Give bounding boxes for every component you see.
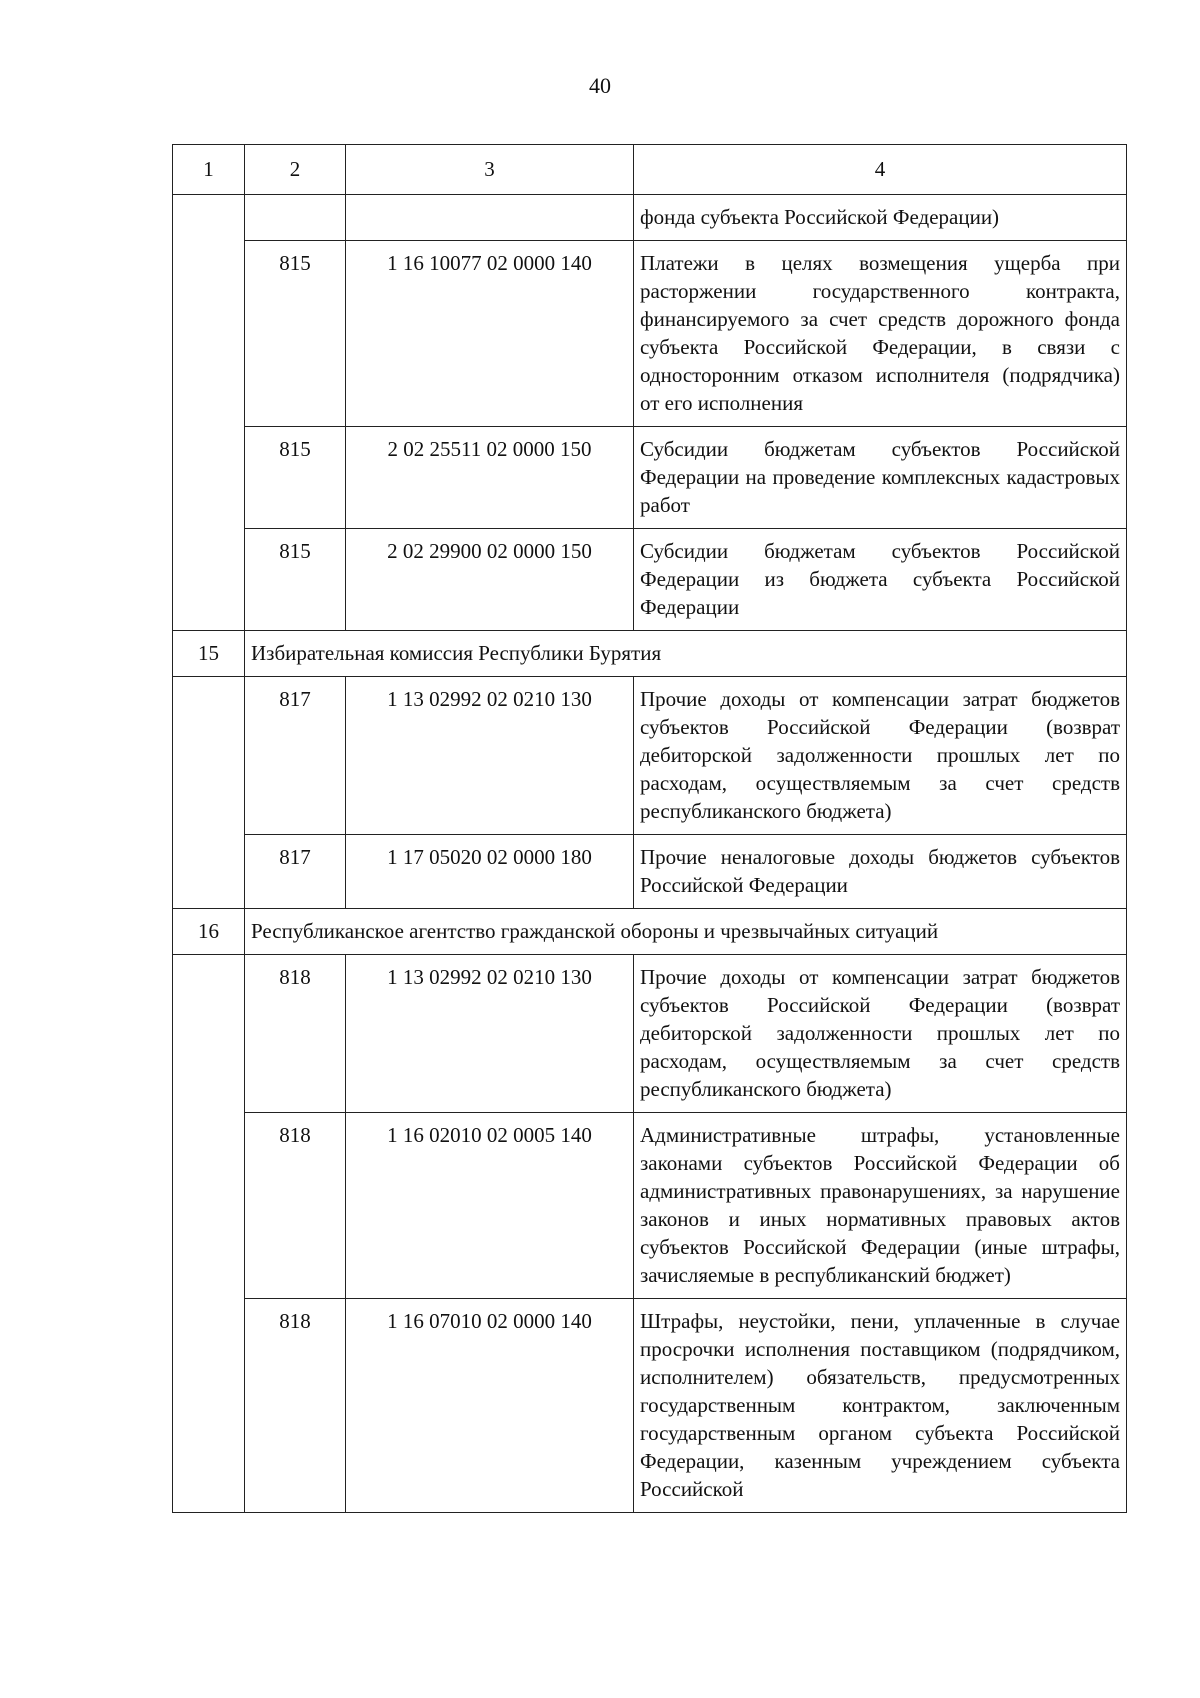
revenue-name-cell: Административные штрафы, установленные законами субъектов Российской Федерации об административных правонарушениях, за нарушение законов и иных нормативных правовых актов субъектов Российской Федерации (иные штрафы, зачисляемые в республиканский бюджет) (634, 1113, 1127, 1299)
header-cell-3: 3 (346, 145, 634, 195)
kbk-code-cell: 1 13 02992 02 0210 130 (346, 677, 634, 835)
kbk-code-cell: 2 02 29900 02 0000 150 (346, 529, 634, 631)
admin-code-cell: 818 (245, 1113, 346, 1299)
section-number-cell (173, 195, 245, 631)
revenue-name-cell: фонда субъекта Российской Федерации) (634, 195, 1127, 241)
kbk-code-cell: 1 16 10077 02 0000 140 (346, 241, 634, 427)
kbk-code-cell: 1 16 07010 02 0000 140 (346, 1299, 634, 1513)
table-row (173, 529, 1127, 631)
admin-code-cell: 815 (245, 427, 346, 529)
section-number: 15 (173, 631, 245, 677)
revenue-name-cell: Платежи в целях возмещения ущерба при расторжении государственного контракта, финансируемого за счет средств дорожного фонда субъекта Российской Федерации, в связи с односторонним отказом исполнителя (подрядчика) от его исполнения (634, 241, 1127, 427)
revenue-name-cell: Штрафы, неустойки, пени, уплаченные в случае просрочки исполнения поставщиком (подрядчиком, исполнителем) обязательств, предусмотренных государственным контрактом, заключенным государственным органом субъекта Российской Федерации, казенным учреждением субъекта Российской (634, 1299, 1127, 1513)
admin-code-cell: 815 (245, 241, 346, 427)
header-cell-1: 1 (173, 145, 245, 195)
kbk-code-cell: 1 16 02010 02 0005 140 (346, 1113, 634, 1299)
revenue-codes-table (172, 144, 1127, 1513)
revenue-name-cell: Субсидии бюджетам субъектов Российской Федерации на проведение комплексных кадастровых работ (634, 427, 1127, 529)
table-header-row (173, 145, 1127, 195)
table-row (173, 241, 1127, 427)
kbk-code-cell: 1 17 05020 02 0000 180 (346, 835, 634, 909)
table-row (173, 427, 1127, 529)
section-title: Избирательная комиссия Республики Бурятия (245, 631, 1127, 677)
revenue-name-cell: Прочие доходы от компенсации затрат бюджетов субъектов Российской Федерации (возврат дебиторской задолженности прошлых лет по расходам, осуществляемым за счет средств республиканского бюджета) (634, 955, 1127, 1113)
page-number: 40 (589, 73, 611, 98)
section-row (173, 909, 1127, 955)
table-row (173, 1299, 1127, 1513)
table-row (173, 1113, 1127, 1299)
kbk-code-cell: 2 02 25511 02 0000 150 (346, 427, 634, 529)
section-number-cell (173, 677, 245, 909)
admin-code-cell: 817 (245, 677, 346, 835)
kbk-code-cell: 1 13 02992 02 0210 130 (346, 955, 634, 1113)
revenue-name-cell: Прочие доходы от компенсации затрат бюджетов субъектов Российской Федерации (возврат дебиторской задолженности прошлых лет по расходам, осуществляемым за счет средств республиканского бюджета) (634, 677, 1127, 835)
table-row (173, 955, 1127, 1113)
admin-code-cell: 815 (245, 529, 346, 631)
section-title: Республиканское агентство гражданской обороны и чрезвычайных ситуаций (245, 909, 1127, 955)
table-row (173, 195, 1127, 241)
revenue-name-cell: Субсидии бюджетам субъектов Российской Федерации из бюджета субъекта Российской Федерации (634, 529, 1127, 631)
header-cell-4: 4 (634, 145, 1127, 195)
section-row (173, 631, 1127, 677)
header-cell-2: 2 (245, 145, 346, 195)
section-number-cell (173, 955, 245, 1513)
kbk-code-cell (346, 195, 634, 241)
admin-code-cell: 818 (245, 955, 346, 1113)
admin-code-cell: 817 (245, 835, 346, 909)
admin-code-cell (245, 195, 346, 241)
section-number: 16 (173, 909, 245, 955)
table-row (173, 835, 1127, 909)
revenue-name-cell: Прочие неналоговые доходы бюджетов субъектов Российской Федерации (634, 835, 1127, 909)
table-row (173, 677, 1127, 835)
admin-code-cell: 818 (245, 1299, 346, 1513)
